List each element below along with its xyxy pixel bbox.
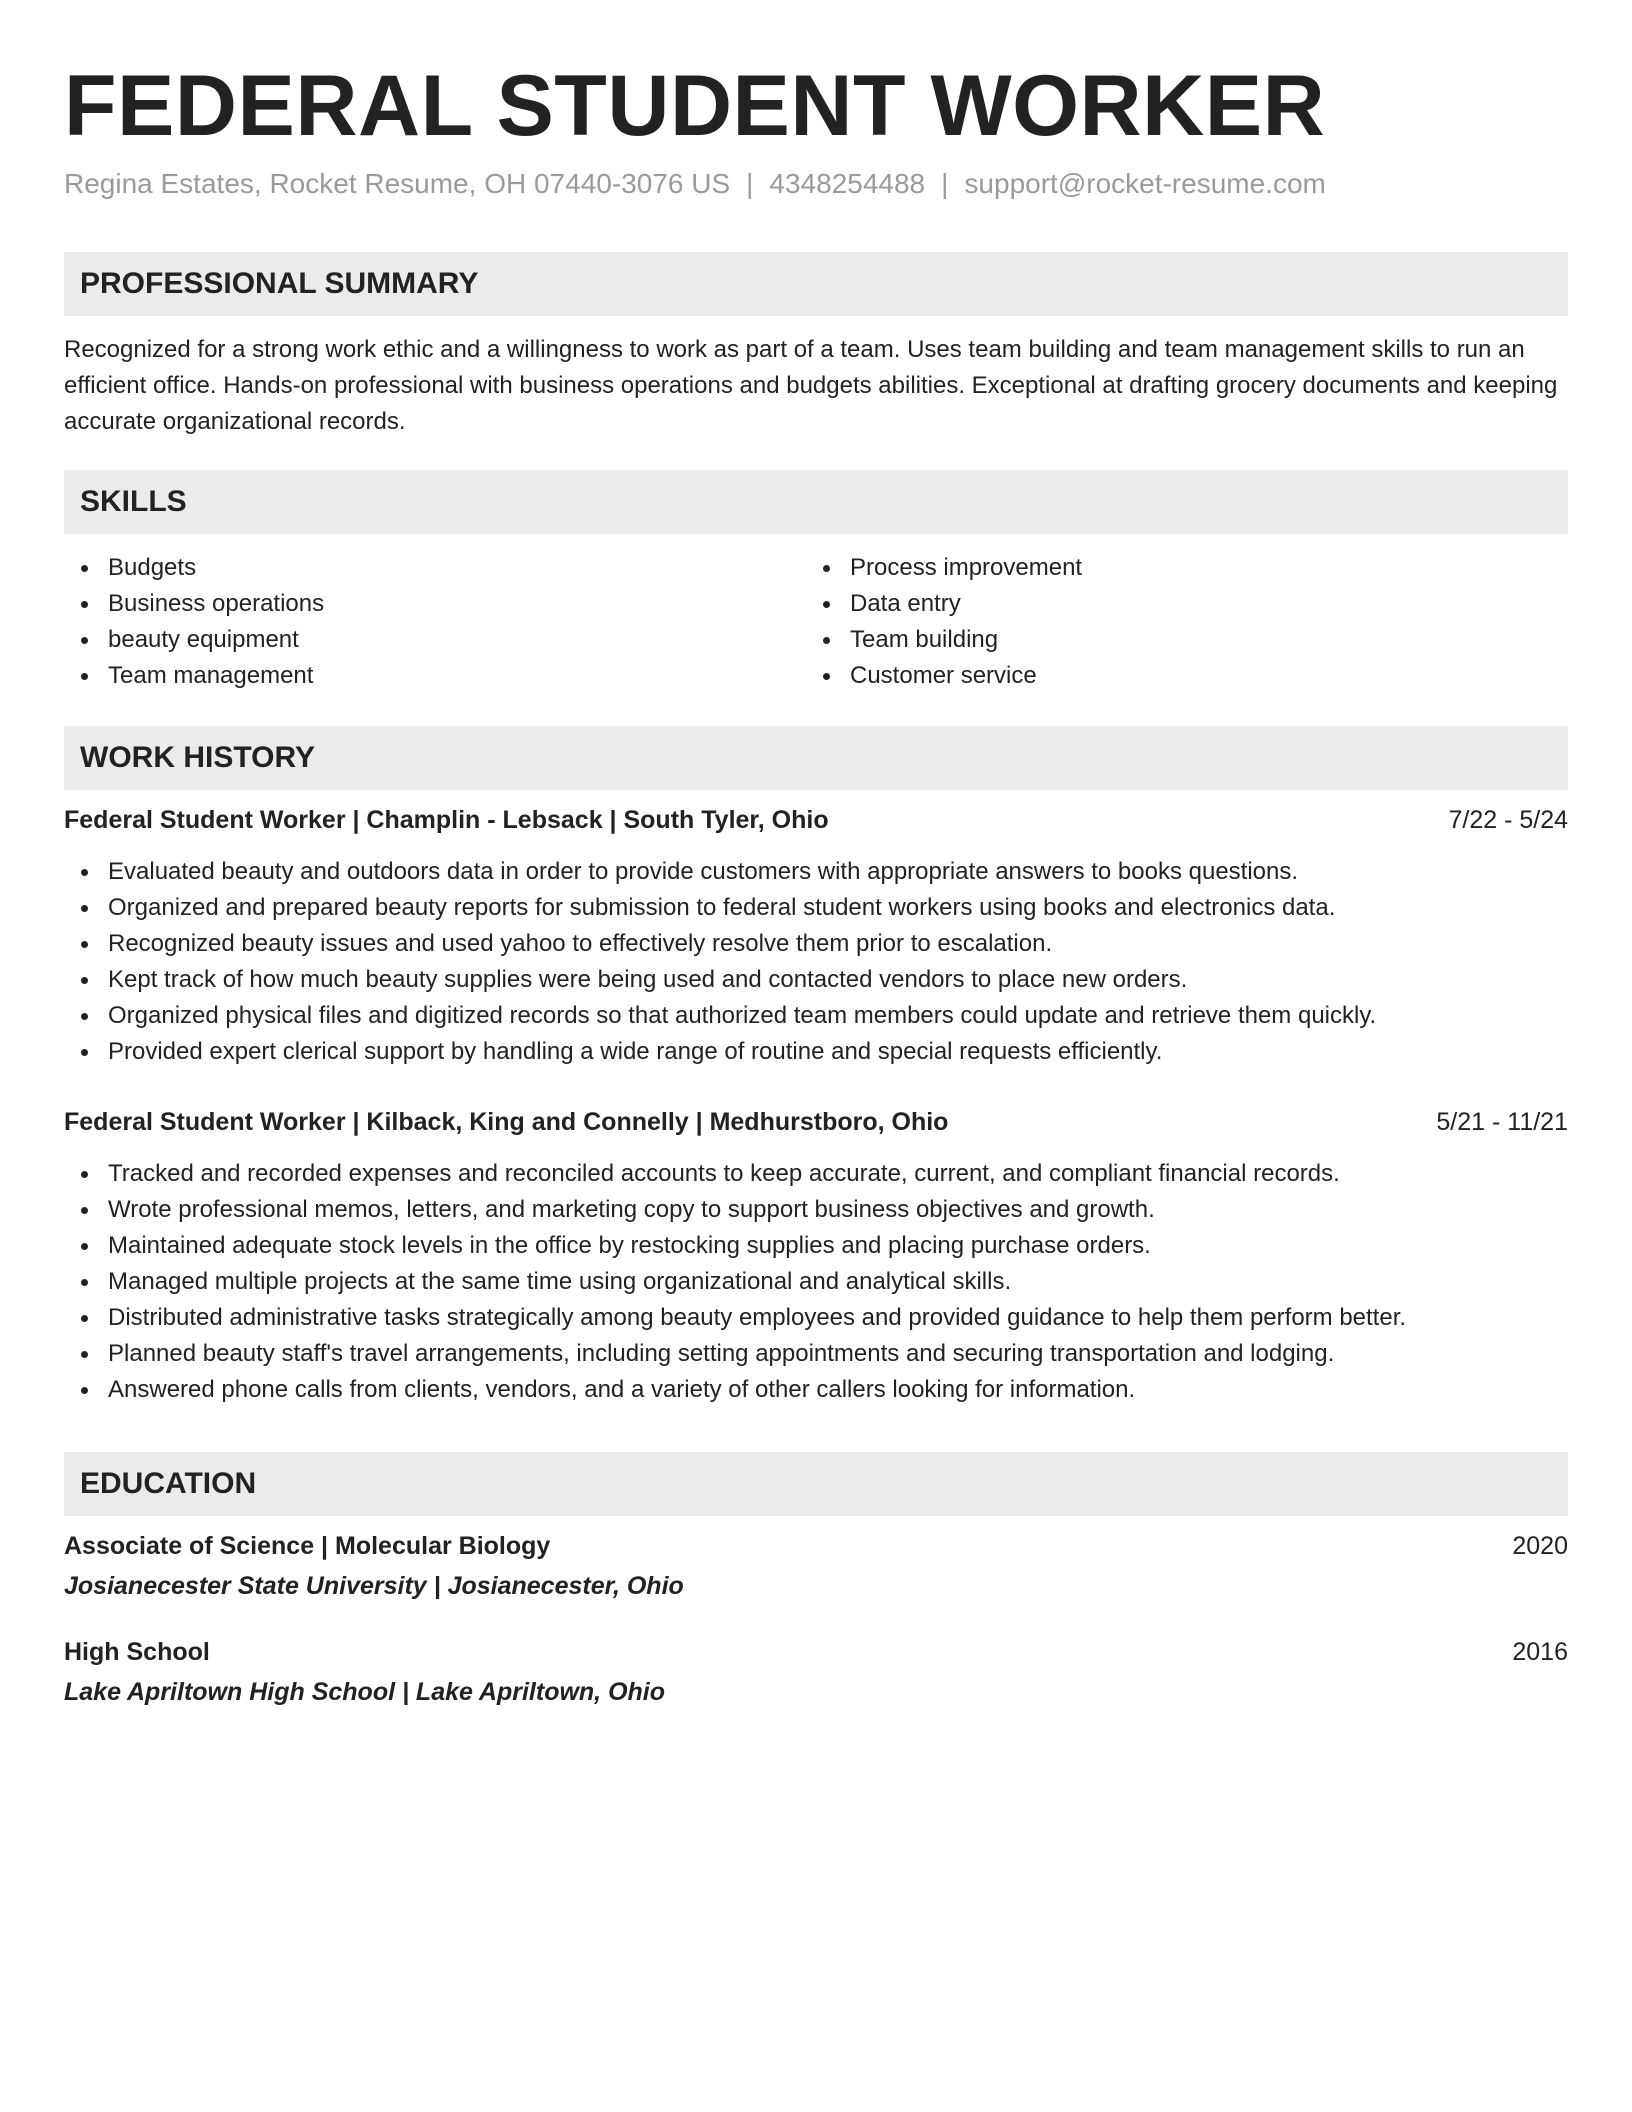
education-degree: Associate of Science | Molecular Biology <box>64 1532 551 1560</box>
skill-label: Business operations <box>108 590 325 617</box>
skill-label: beauty equipment <box>108 626 299 653</box>
skill-item <box>64 622 806 658</box>
job-header <box>64 802 1568 838</box>
skill-item <box>806 586 1548 622</box>
job-bullets <box>64 854 1568 1070</box>
job-bullet <box>64 1336 1568 1372</box>
bullet-dot <box>81 673 88 680</box>
bullet-dot <box>81 601 88 608</box>
bullet-dot <box>81 1279 88 1286</box>
bullet-dot <box>81 869 88 876</box>
bullet-dot <box>823 637 830 644</box>
skill-item <box>806 658 1548 694</box>
summary-text: Recognized for a strong work ethic and a willingness to work as part of a team. Uses team building and team management skills to run an efficient office. Hands-on professional with business operations and budgets abilities. Exceptional at drafting grocery documents and keeping accurate organizational records. <box>64 336 1558 435</box>
job-title: Federal Student Worker | Champlin - Lebsack | South Tyler, Ohio <box>64 806 829 834</box>
bullet-dot <box>81 1351 88 1358</box>
skill-label: Data entry <box>850 590 961 617</box>
contact-separator: | <box>746 168 754 199</box>
skill-label: Team management <box>108 662 314 689</box>
bullet-dot <box>81 977 88 984</box>
bullet-text: Provided expert clerical support by handling a wide range of routine and special requests efficiently. <box>108 1038 1163 1065</box>
skills-heading: SKILLS <box>64 470 1568 534</box>
job-bullet <box>64 1034 1568 1070</box>
education-section <box>64 1452 1568 1710</box>
bullet-dot <box>823 673 830 680</box>
education-school: Lake Apriltown High School | Lake Apriltown, Ohio <box>64 1678 666 1706</box>
bullet-text: Organized physical files and digitized records so that authorized team members could update and retrieve them quickly. <box>108 1002 1377 1029</box>
job-bullets <box>64 1156 1568 1408</box>
bullet-text: Maintained adequate stock levels in the office by restocking supplies and placing purchase orders. <box>108 1232 1151 1259</box>
bullet-text: Evaluated beauty and outdoors data in order to provide customers with appropriate answers to books questions. <box>108 858 1299 885</box>
summary-heading: PROFESSIONAL SUMMARY <box>64 252 1568 316</box>
bullet-text: Managed multiple projects at the same time using organizational and analytical skills. <box>108 1268 1012 1295</box>
bullet-dot <box>823 601 830 608</box>
bullet-dot <box>81 1049 88 1056</box>
bullet-dot <box>823 565 830 572</box>
education-school: Josianecester State University | Josianecester, Ohio <box>64 1572 684 1600</box>
bullet-text: Recognized beauty issues and used yahoo to effectively resolve them prior to escalation. <box>108 930 1053 957</box>
bullet-dot <box>81 941 88 948</box>
education-heading: EDUCATION <box>64 1452 1568 1516</box>
education-header <box>64 1528 1568 1564</box>
bullet-dot <box>81 1387 88 1394</box>
skill-item <box>64 658 806 694</box>
skill-item <box>806 622 1548 658</box>
bullet-text: Wrote professional memos, letters, and marketing copy to support business objectives and growth. <box>108 1196 1155 1223</box>
skill-item <box>64 550 806 586</box>
contact-line <box>64 166 1326 202</box>
skills-section <box>64 470 1568 694</box>
education-degree: High School <box>64 1638 210 1666</box>
job-bullet <box>64 854 1568 890</box>
bullet-text: Answered phone calls from clients, vendors, and a variety of other callers looking for information. <box>108 1376 1136 1403</box>
skill-item <box>806 550 1548 586</box>
contact-separator: | <box>941 168 949 199</box>
bullet-text: Planned beauty staff's travel arrangements, including setting appointments and securing transportation and lodging. <box>108 1340 1335 1367</box>
job-bullet <box>64 1300 1568 1336</box>
job-bullet <box>64 1228 1568 1264</box>
education-entry <box>64 1634 1568 1710</box>
job-bullet <box>64 926 1568 962</box>
work-heading: WORK HISTORY <box>64 726 1568 790</box>
education-entry <box>64 1528 1568 1604</box>
job-dates: 7/22 - 5/24 <box>1448 806 1568 834</box>
skills-column-right <box>806 550 1548 694</box>
contact-phone: 4348254488 <box>769 168 926 199</box>
job-dates: 5/21 - 11/21 <box>1436 1108 1568 1136</box>
job-bullet <box>64 890 1568 926</box>
bullet-text: Tracked and recorded expenses and reconciled accounts to keep accurate, current, and compliant financial records. <box>108 1160 1340 1187</box>
bullet-dot <box>81 565 88 572</box>
bullet-text: Kept track of how much beauty supplies were being used and contacted vendors to place new orders. <box>108 966 1188 993</box>
skill-label: Team building <box>850 626 999 653</box>
education-year: 2016 <box>1512 1638 1568 1666</box>
skill-label: Customer service <box>850 662 1037 689</box>
education-header <box>64 1634 1568 1670</box>
contact-address: Regina Estates, Rocket Resume, OH 07440-3076 US <box>64 168 731 199</box>
contact-email: support@rocket-resume.com <box>964 168 1326 199</box>
bullet-text: Organized and prepared beauty reports for submission to federal student workers using books and electronics data. <box>108 894 1336 921</box>
job-bullet <box>64 1156 1568 1192</box>
job-bullet <box>64 998 1568 1034</box>
job-title: Federal Student Worker | Kilback, King and Connelly | Medhurstboro, Ohio <box>64 1108 949 1136</box>
bullet-dot <box>81 637 88 644</box>
resume-name: FEDERAL STUDENT WORKER <box>64 58 1326 154</box>
skill-label: Budgets <box>108 554 197 581</box>
bullet-dot <box>81 905 88 912</box>
work-section <box>64 726 1568 1408</box>
job-entry <box>64 802 1568 1070</box>
skill-item <box>64 586 806 622</box>
bullet-dot <box>81 1207 88 1214</box>
job-header <box>64 1104 1568 1140</box>
bullet-dot <box>81 1171 88 1178</box>
skills-grid <box>64 550 1568 694</box>
summary-section <box>64 252 1568 440</box>
education-year: 2020 <box>1512 1532 1568 1560</box>
bullet-dot <box>81 1315 88 1322</box>
job-bullet <box>64 962 1568 998</box>
job-bullet <box>64 1264 1568 1300</box>
skill-label: Process improvement <box>850 554 1083 581</box>
job-bullet <box>64 1192 1568 1228</box>
bullet-text: Distributed administrative tasks strategically among beauty employees and provided guidance to help them perform better. <box>108 1304 1407 1331</box>
skills-column-left <box>64 550 806 694</box>
bullet-dot <box>81 1013 88 1020</box>
job-bullet <box>64 1372 1568 1408</box>
job-entry <box>64 1104 1568 1408</box>
bullet-dot <box>81 1243 88 1250</box>
